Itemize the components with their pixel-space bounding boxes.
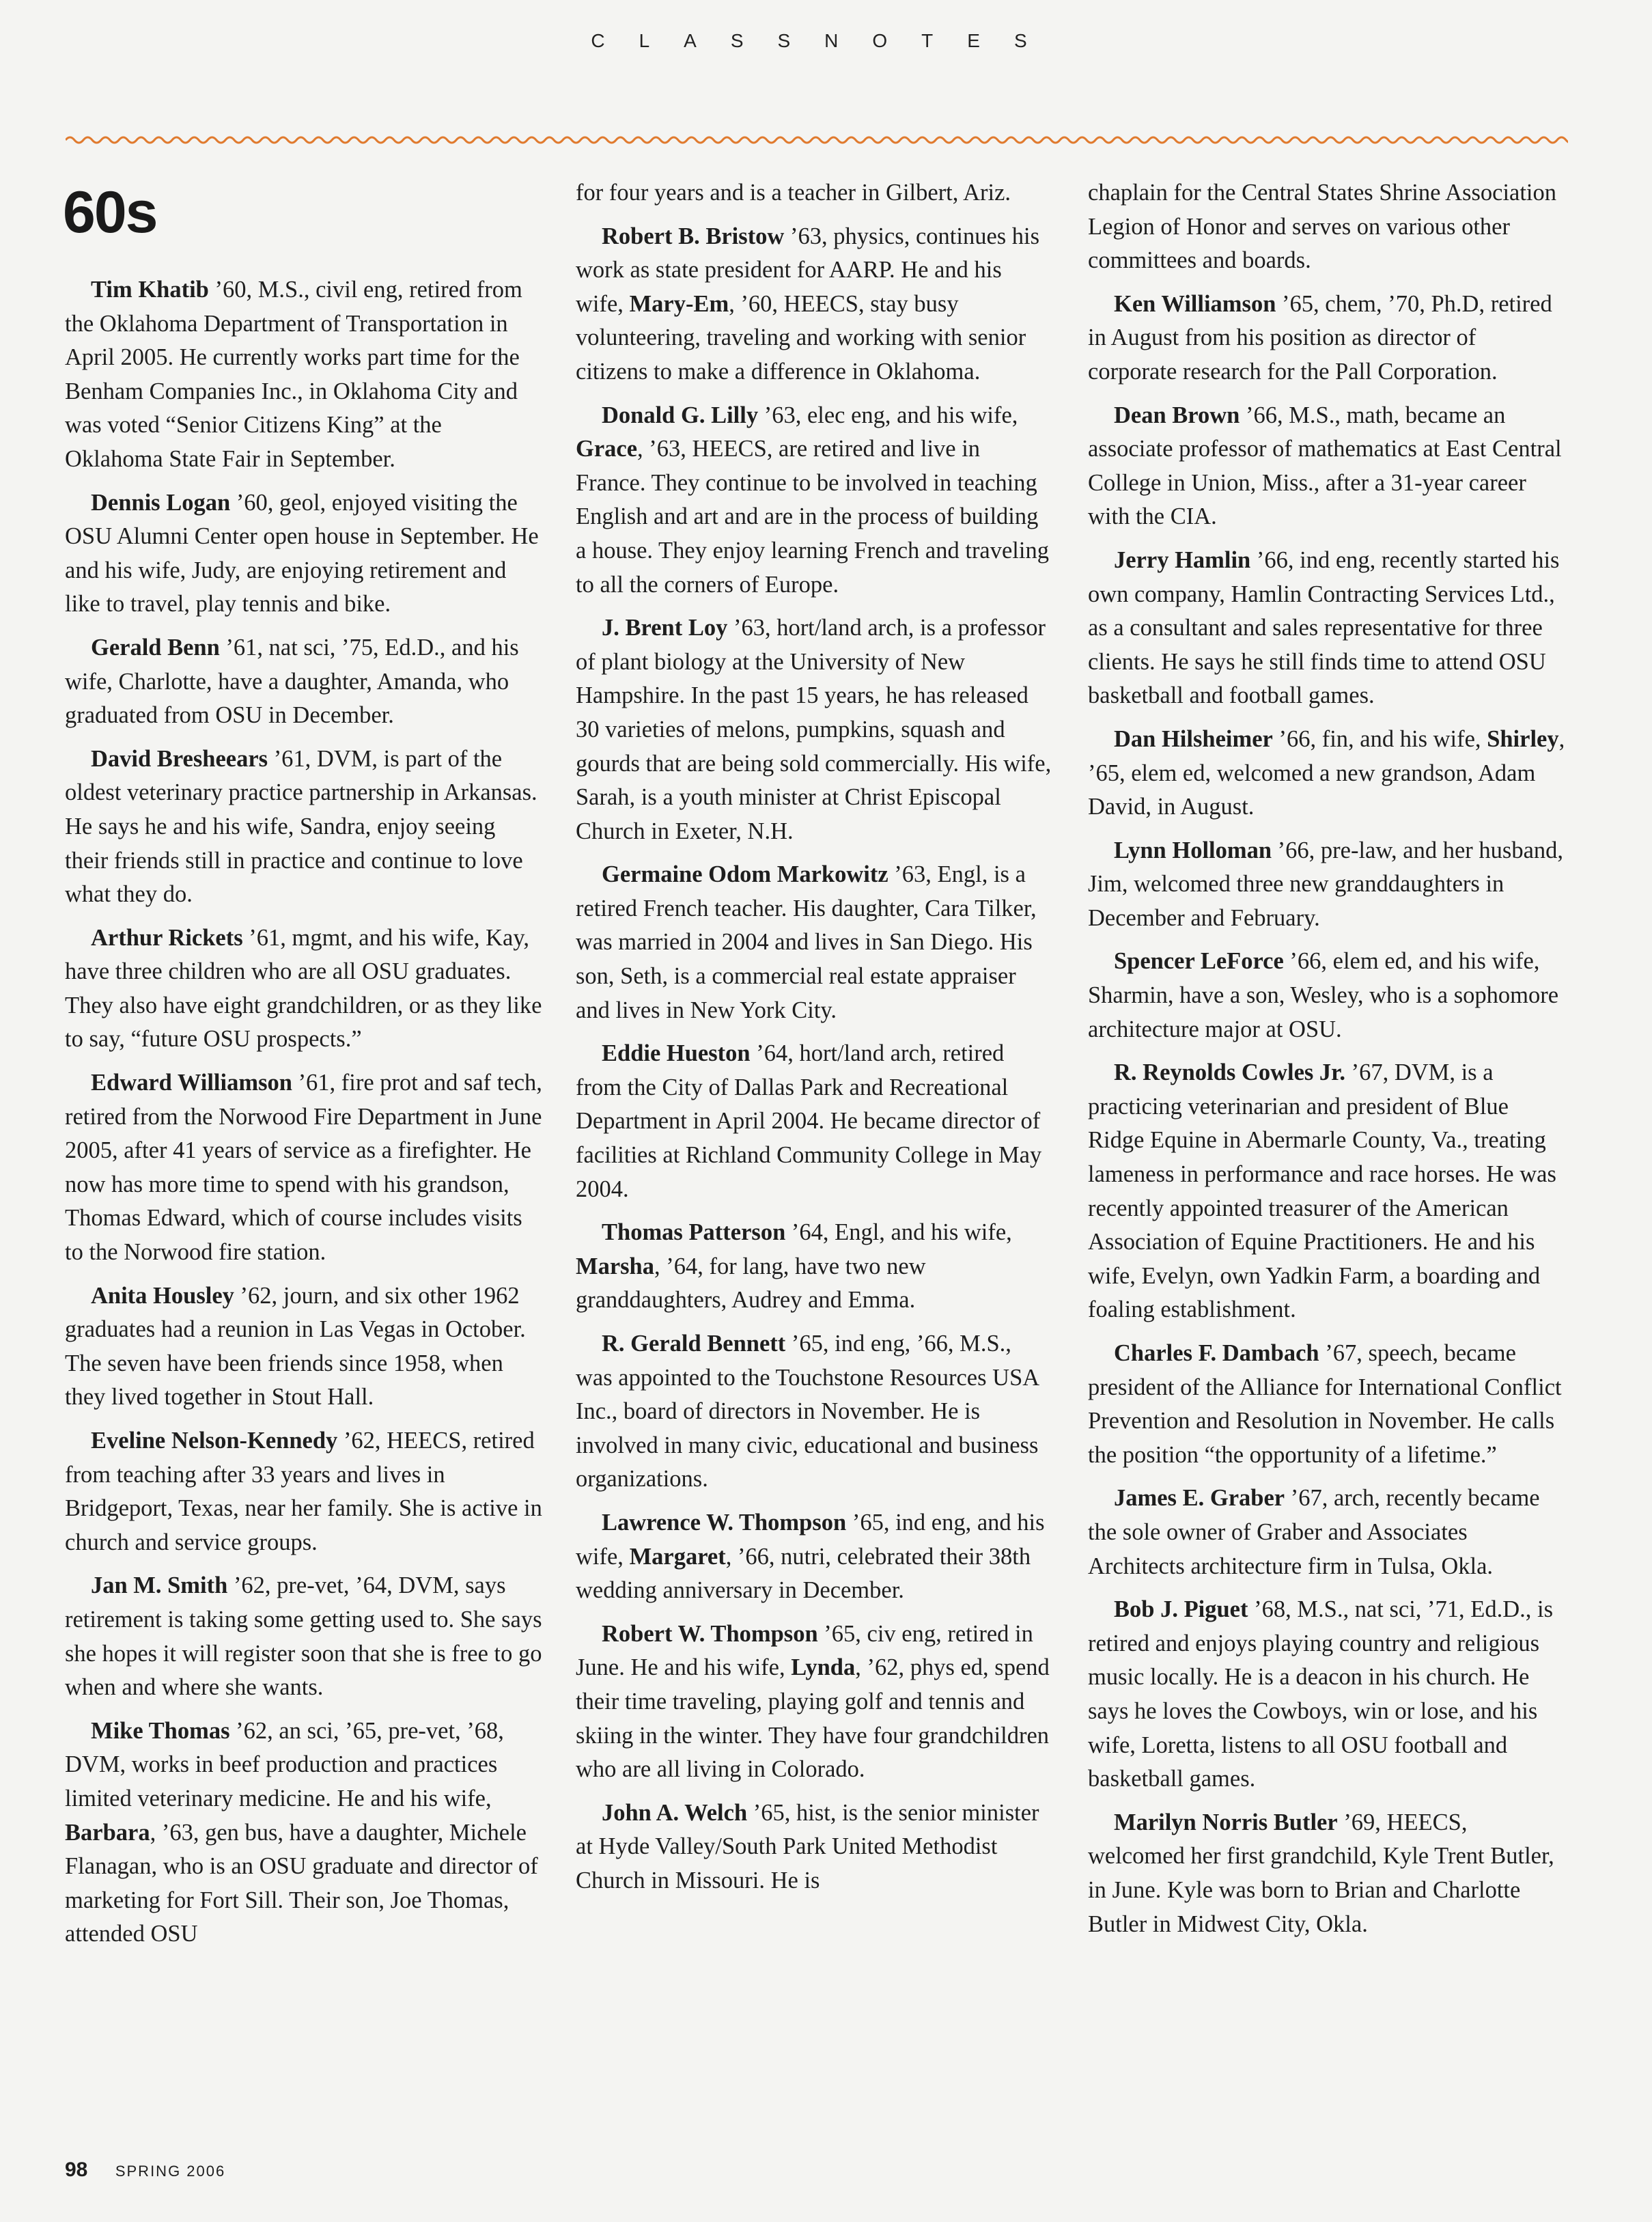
- column-1: [65, 273, 543, 1961]
- class-note: [576, 1796, 1054, 1898]
- note-text: , ’62, phys ed, spend their time traveling, playing golf and tennis and skiing in the winter. They have four grandchildren who are all living in Colorado.: [576, 1654, 1050, 1783]
- class-note: [1088, 945, 1566, 1046]
- class-note: [65, 921, 543, 1057]
- note-text: ’64, hort/land arch, retired from the City of Dallas Park and Recreational Department in April 2004. He became director of facilities at Richland Community College in May 2004.: [576, 1040, 1042, 1202]
- note-text: ’68, M.S., nat sci, ’71, Ed.D., is retired and enjoys playing country and religious music locally. He is a deacon in his church. He says he loves the Cowboys, win or lose, and his wife, Loretta, listens to all OSU football and basketball games.: [1088, 1596, 1554, 1792]
- note-text: ’69, HEECS, welcomed her first grandchild, Kyle Trent Butler, in June. Kyle was born to Brian and Charlotte Butler in Midwest City, Okla.: [1088, 1809, 1554, 1937]
- alumnus-name: Dean Brown: [1114, 402, 1240, 428]
- class-note: [1088, 834, 1566, 936]
- column-2: [576, 176, 1054, 1908]
- spouse-name: Mary-Em: [629, 290, 729, 317]
- alumnus-name: Germaine Odom Markowitz: [602, 861, 888, 888]
- class-note: [576, 611, 1054, 848]
- note-text: ’61, fire prot and saf tech, retired from the Norwood Fire Department in June 2005, after 41 years of service as a firefighter. He now has more time to spend with his grandson, Thomas Edward, which of course includes visits to the Norwood fire station.: [65, 1070, 542, 1266]
- alumnus-name: R. Reynolds Cowles Jr.: [1114, 1059, 1345, 1086]
- note-text: ’61, DVM, is part of the oldest veterinary practice partnership in Arkansas. He says he and his wife, Sandra, enjoy seeing their friends still in practice and continue to love what they do.: [65, 745, 537, 908]
- note-text: ’67, DVM, is a practicing veterinarian and president of Blue Ridge Equine in Abermarle County, Va., treating lameness in performance and race horses. He was recently appointed treasurer of the American Association of Equine Practitioners. He and his wife, Evelyn, own Yadkin Farm, a boarding and foaling establishment.: [1088, 1059, 1556, 1323]
- alumnus-name: Marilyn Norris Butler: [1114, 1809, 1338, 1835]
- note-text: ’65, ind eng, ’66, M.S., was appointed to the Touchstone Resources USA Inc., board of directors in November. He is involved in many civic, educational and business organizations.: [576, 1331, 1039, 1492]
- note-text: ’60, M.S., civil eng, retired from the Oklahoma Department of Transportation in April 2005. He currently works part time for the Benham Companies Inc., in Oklahoma City and was voted “Senior Citizens King” at the Oklahoma State Fair in September.: [65, 277, 522, 472]
- alumnus-name: Spencer LeForce: [1114, 948, 1284, 975]
- class-note: [65, 742, 543, 912]
- class-note: [1088, 1056, 1566, 1327]
- note-text: ’62, pre-vet, ’64, DVM, says retirement is taking some getting used to. She says she hopes it will register soon that she is free to go when and where she wants.: [65, 1572, 542, 1701]
- note-text: ’64, Engl, and his wife,: [785, 1219, 1012, 1246]
- alumnus-name: Charles F. Dambach: [1114, 1340, 1319, 1366]
- note-text: for four years and is a teacher in Gilbert, Ariz.: [576, 180, 1011, 206]
- alumnus-name: Arthur Rickets: [91, 924, 243, 951]
- alumnus-name: Tim Khatib: [91, 277, 209, 303]
- alumnus-name: Bob J. Piguet: [1114, 1596, 1248, 1623]
- note-text: ’65, chem, ’70, Ph.D, retired in August from his position as director of corporate research for the Pall Corporation.: [1088, 290, 1552, 385]
- alumnus-name: Jan M. Smith: [91, 1572, 228, 1599]
- note-text: ’62, HEECS, retired from teaching after 33 years and lives in Bridgeport, Texas, near her family. She is active in church and service groups.: [65, 1428, 542, 1555]
- class-note: [576, 1506, 1054, 1608]
- alumnus-name: David Bresheears: [91, 745, 268, 772]
- class-note: [1088, 723, 1566, 824]
- note-text: , ’63, HEECS, are retired and live in France. They continue to be involved in teaching English and art and are in the process of building a house. They enjoy learning French and traveling to all the corners of Europe.: [576, 436, 1049, 598]
- spouse-name: Grace: [576, 436, 638, 462]
- note-text: ’61, nat sci, ’75, Ed.D., and his wife, Charlotte, have a daughter, Amanda, who graduated from OSU in December.: [65, 634, 519, 729]
- note-text: ’63, physics, continues his work as state president for AARP. He and his wife,: [576, 223, 1040, 317]
- note-text: ’63, hort/land arch, is a professor of plant biology at the University of New Hampshire. In the past 15 years, he has released 30 varieties of melons, pumpkins, squash and gourds that are being sold commercially. His wife, Sarah, is a youth minister at Christ Episcopal Church in Exeter, N.H.: [576, 615, 1052, 844]
- class-note: [65, 631, 543, 733]
- class-note: [576, 1617, 1054, 1787]
- note-text: , ’64, for lang, have two new granddaughters, Audrey and Emma.: [576, 1253, 926, 1314]
- class-note: [576, 220, 1054, 389]
- alumnus-name: John A. Welch: [602, 1799, 748, 1826]
- note-text: ’66, pre-law, and her husband, Jim, welcomed three new granddaughters in December and February.: [1088, 837, 1564, 931]
- note-text: ’67, arch, recently became the sole owner of Graber and Associates Architects architecture firm in Tulsa, Okla.: [1088, 1485, 1540, 1579]
- alumnus-name: Robert B. Bristow: [602, 223, 785, 249]
- note-text: ’65, civ eng, retired in June. He and his wife,: [576, 1620, 1033, 1681]
- class-note: [65, 486, 543, 622]
- alumnus-name: Ken Williamson: [1114, 290, 1276, 317]
- class-note: [65, 1066, 543, 1270]
- issue-label: SPRING 2006: [115, 2163, 226, 2180]
- class-note: [576, 1037, 1054, 1206]
- spouse-name: Lynda: [791, 1654, 856, 1681]
- alumnus-name: Eveline Nelson-Kennedy: [91, 1428, 338, 1454]
- alumnus-name: Gerald Benn: [91, 634, 220, 661]
- alumnus-name: J. Brent Loy: [602, 615, 728, 641]
- class-note: [1088, 1482, 1566, 1583]
- wavy-divider: [66, 130, 1568, 150]
- class-note: [1088, 176, 1566, 278]
- note-text: , ’65, elem ed, welcomed a new grandson, Adam David, in August.: [1088, 725, 1565, 820]
- running-head: CLASSNOTES: [591, 30, 1061, 51]
- class-note: [576, 858, 1054, 1027]
- alumnus-name: Lawrence W. Thompson: [602, 1509, 847, 1536]
- class-note: [576, 399, 1054, 602]
- note-text: ’67, speech, became president of the Alliance for International Conflict Prevention and Resolution in November. He calls the position “the opportunity of a lifetime.”: [1088, 1340, 1562, 1468]
- class-note: [1088, 288, 1566, 389]
- note-text: chaplain for the Central States Shrine Association Legion of Honor and serves on various other committees and boards.: [1088, 180, 1557, 274]
- class-note: [65, 1569, 543, 1704]
- spouse-name: Margaret: [629, 1543, 726, 1570]
- note-text: ’65, hist, is the senior minister at Hyde Valley/South Park United Methodist Church in Missouri. He is: [576, 1799, 1039, 1893]
- class-note: [65, 1424, 543, 1559]
- class-note: [65, 1279, 543, 1415]
- alumnus-name: Thomas Patterson: [602, 1219, 786, 1246]
- note-text: ’62, an sci, ’65, pre-vet, ’68, DVM, works in beef production and practices limited veterinary medicine. He and his wife,: [65, 1717, 504, 1811]
- class-note: [576, 1327, 1054, 1497]
- alumnus-name: Anita Housley: [91, 1282, 234, 1309]
- note-text: ’63, Engl, is a retired French teacher. His daughter, Cara Tilker, was married in 2004 and lives in San Diego. His son, Seth, is a commercial real estate appraiser and lives in New York City.: [576, 861, 1037, 1023]
- note-text: ’66, ind eng, recently started his own company, Hamlin Contracting Services Ltd., as a consultant and sales representative for three clients. He says he still finds time to attend OSU basketball and football games.: [1088, 546, 1560, 709]
- class-note: [65, 1714, 543, 1952]
- class-note: [1088, 1593, 1566, 1796]
- alumnus-name: Dennis Logan: [91, 489, 231, 516]
- note-text: , ’60, HEECS, stay busy volunteering, traveling and working with senior citizens to make a difference in Oklahoma.: [576, 290, 1026, 385]
- note-text: ’60, geol, enjoyed visiting the OSU Alumni Center open house in September. He and his wife, Judy, are enjoying retirement and like to travel, play tennis and bike.: [65, 489, 539, 617]
- class-note: [1088, 1337, 1566, 1472]
- alumnus-name: Jerry Hamlin: [1114, 546, 1251, 573]
- class-note: [576, 176, 1054, 210]
- note-text: ’66, elem ed, and his wife, Sharmin, have a son, Wesley, who is a sophomore architecture major at OSU.: [1088, 948, 1559, 1042]
- alumnus-name: Robert W. Thompson: [602, 1620, 818, 1647]
- spouse-name: Barbara: [65, 1819, 150, 1846]
- page-footer: [65, 2158, 225, 2182]
- alumnus-name: Edward Williamson: [91, 1070, 292, 1096]
- note-text: ’62, journ, and six other 1962 graduates had a reunion in Las Vegas in October. The seven have been friends since 1958, when they lived together in Stout Hall.: [65, 1282, 526, 1411]
- note-text: ’65, ind eng, and his wife,: [576, 1509, 1045, 1570]
- section-title: 60s: [63, 180, 157, 245]
- page-number: 98: [65, 2158, 88, 2181]
- note-text: , ’63, gen bus, have a daughter, Michele Flanagan, who is an OSU graduate and director of marketing for Fort Sill. Their son, Joe Thomas, attended OSU: [65, 1819, 538, 1947]
- alumnus-name: Eddie Hueston: [602, 1040, 751, 1067]
- note-text: ’66, fin, and his wife,: [1272, 725, 1487, 752]
- alumnus-name: James E. Graber: [1114, 1485, 1285, 1512]
- spouse-name: Marsha: [576, 1253, 654, 1279]
- alumnus-name: Mike Thomas: [91, 1717, 230, 1744]
- class-note: [1088, 1806, 1566, 1941]
- class-note: [1088, 544, 1566, 713]
- class-note: [1088, 399, 1566, 534]
- note-text: , ’66, nutri, celebrated their 38th wedding anniversary in December.: [576, 1543, 1031, 1604]
- class-note: [576, 1216, 1054, 1318]
- spouse-name: Shirley: [1487, 725, 1559, 752]
- note-text: ’63, elec eng, and his wife,: [758, 402, 1018, 428]
- alumnus-name: R. Gerald Bennett: [602, 1331, 786, 1357]
- alumnus-name: Lynn Holloman: [1114, 837, 1272, 863]
- note-text: ’61, mgmt, and his wife, Kay, have three children who are all OSU graduates. They also have eight grandchildren, or as they like to say, “future OSU prospects.”: [65, 924, 542, 1053]
- alumnus-name: Dan Hilsheimer: [1114, 725, 1273, 752]
- note-text: ’66, M.S., math, became an associate professor of mathematics at East Central College in Union, Miss., after a 31-year career with the CIA.: [1088, 402, 1562, 530]
- class-note: [65, 273, 543, 477]
- alumnus-name: Donald G. Lilly: [602, 402, 759, 428]
- column-3: [1088, 176, 1566, 1951]
